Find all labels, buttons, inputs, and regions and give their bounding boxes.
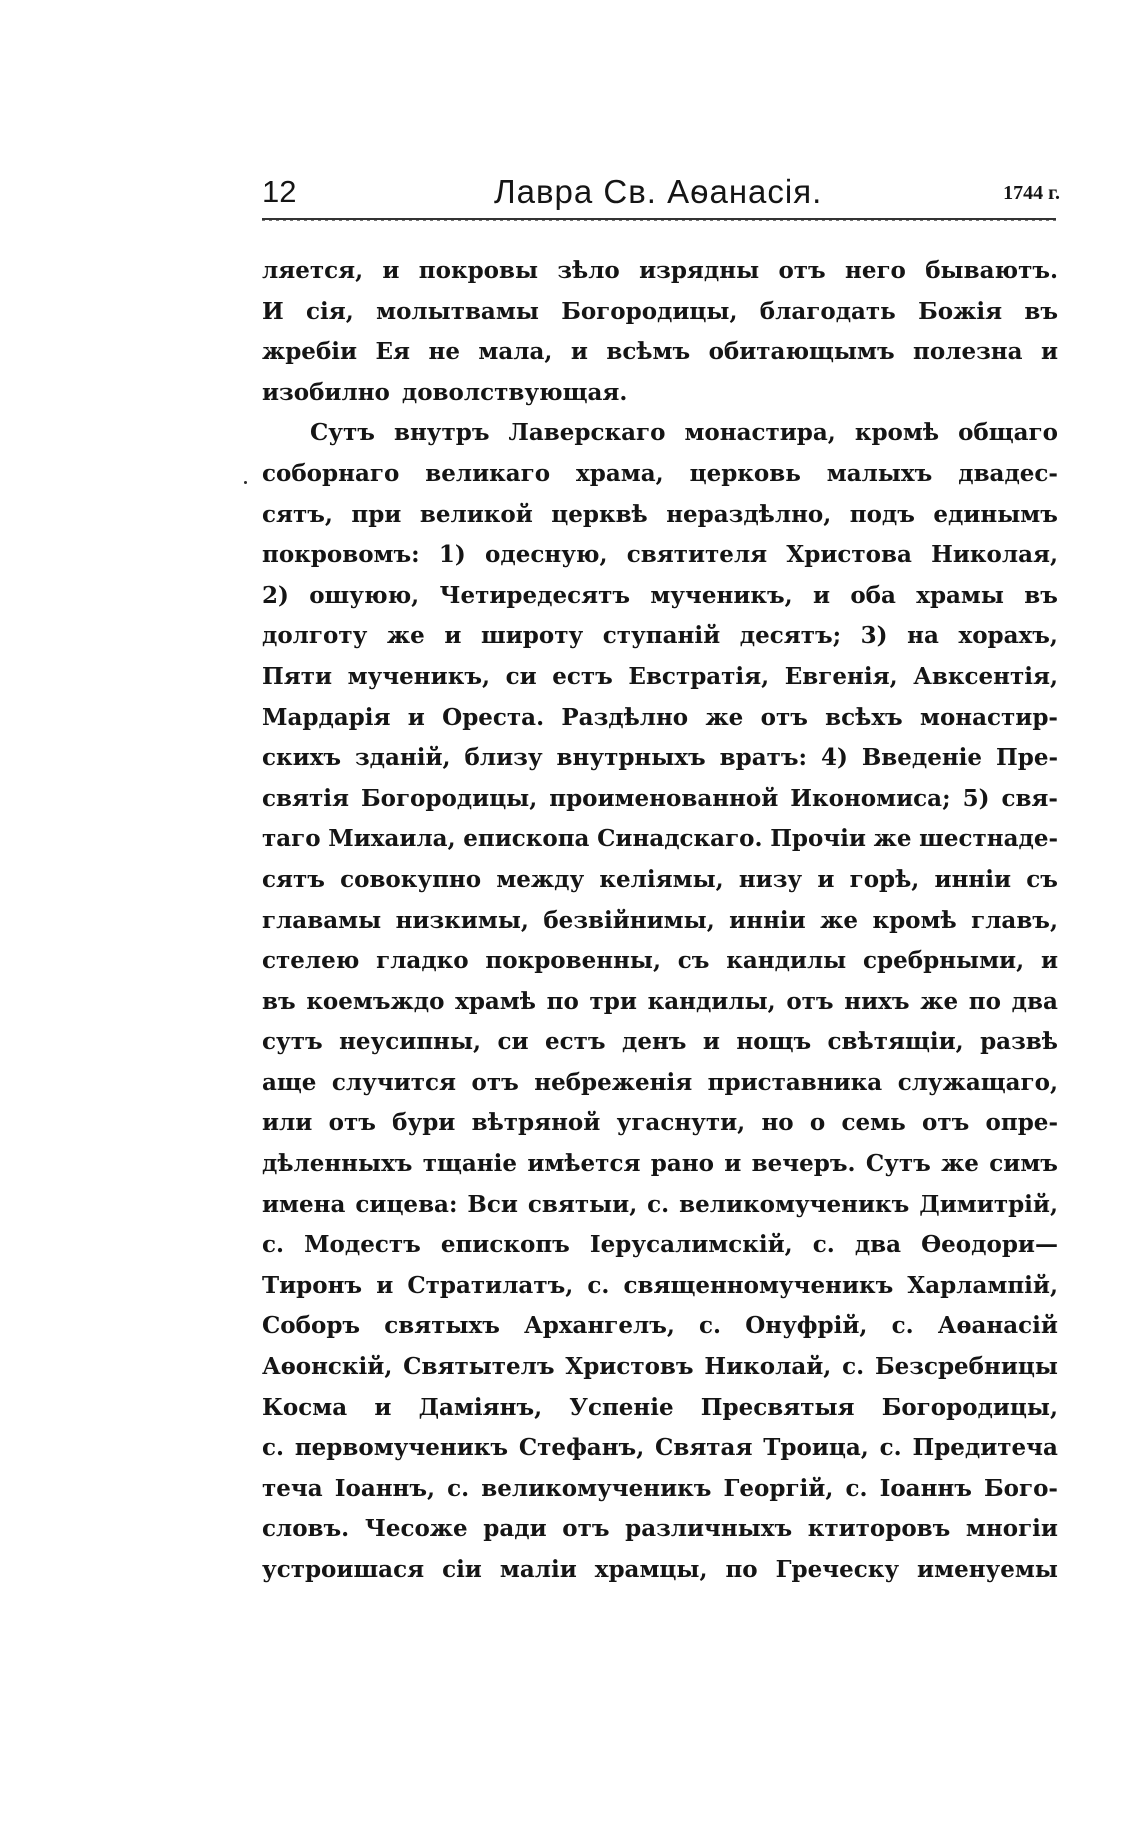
- word: 3): [860, 622, 888, 650]
- word: теча: [262, 1474, 323, 1502]
- word: Сутъ: [865, 1150, 931, 1178]
- word: по: [546, 987, 579, 1015]
- text-line: [262, 1469, 1058, 1510]
- word: Греческу: [775, 1556, 900, 1583]
- word: и: [1040, 947, 1058, 975]
- word: о: [809, 1109, 826, 1137]
- word: угаснути,: [616, 1109, 746, 1137]
- word: зѣло: [557, 257, 620, 284]
- word: въ: [262, 987, 296, 1015]
- word: отъ: [922, 1109, 970, 1137]
- running-year: 1744 г.: [1003, 182, 1060, 204]
- word: святыхъ: [384, 1312, 500, 1340]
- word: два: [854, 1231, 902, 1259]
- word: сіи: [442, 1556, 482, 1583]
- word: же: [873, 825, 912, 853]
- text-line: [262, 901, 1058, 942]
- word: И: [262, 297, 284, 325]
- word: естъ: [545, 1028, 606, 1056]
- word: си: [505, 662, 537, 690]
- word: же: [820, 906, 859, 934]
- word: Даміянъ,: [418, 1393, 543, 1421]
- word: съ: [1026, 865, 1058, 893]
- word: сицева:: [355, 1190, 458, 1218]
- word: же: [386, 622, 425, 650]
- word: ктиторовъ: [807, 1515, 951, 1543]
- word: близу: [464, 744, 543, 772]
- word: монастира,: [684, 419, 836, 447]
- text-line: [262, 1063, 1058, 1104]
- word: мученикъ,: [347, 662, 490, 690]
- word: Ѳеодори—: [921, 1231, 1058, 1259]
- word: с.: [812, 1231, 835, 1259]
- word: Онуфрій,: [745, 1312, 868, 1340]
- word: Ея: [375, 338, 411, 366]
- word: кандилы: [726, 947, 847, 975]
- header-rule-dots: [262, 220, 1056, 221]
- word: нихъ: [844, 987, 910, 1015]
- word: изрядны: [639, 257, 760, 284]
- word: случится: [331, 1068, 457, 1096]
- word: гладко: [376, 947, 469, 975]
- word: низу: [738, 865, 803, 893]
- word: ради: [483, 1515, 547, 1543]
- word: денъ: [622, 1028, 687, 1056]
- word: епископа: [463, 825, 590, 853]
- word: Бого-: [983, 1474, 1058, 1502]
- word: при: [351, 500, 402, 528]
- word: с.: [447, 1474, 470, 1502]
- word: Богородицы,: [561, 297, 738, 325]
- text-line: [262, 495, 1058, 536]
- text-line: [262, 616, 1058, 657]
- word: семь: [841, 1109, 906, 1137]
- text-line: [262, 1103, 1058, 1144]
- text-line: [262, 292, 1058, 333]
- word: естъ: [552, 662, 613, 690]
- word: святыи,: [527, 1190, 638, 1218]
- word: хорахъ,: [958, 622, 1058, 650]
- text-line: [262, 1428, 1058, 1469]
- word: Соборъ: [262, 1312, 361, 1340]
- word: Аѳонскій,: [262, 1353, 393, 1381]
- word: неусипны,: [339, 1028, 482, 1056]
- word: великаго: [425, 459, 551, 487]
- word: устроишася: [262, 1556, 425, 1583]
- word: Христовъ: [565, 1353, 694, 1381]
- word: два: [1011, 987, 1058, 1015]
- word: и: [1040, 338, 1058, 366]
- word: между: [496, 865, 585, 893]
- text-line: [262, 1266, 1058, 1307]
- word: свя-: [1001, 784, 1058, 812]
- word: ступаній: [602, 622, 721, 650]
- text-line: [262, 1225, 1058, 1266]
- word: или: [262, 1109, 313, 1137]
- word: Богородицы,: [881, 1393, 1058, 1421]
- word: низкимы,: [395, 906, 529, 934]
- word: Авксентія,: [913, 662, 1058, 690]
- text-line: [262, 1306, 1058, 1347]
- word: словъ.: [262, 1515, 350, 1543]
- word: благодать: [759, 297, 896, 325]
- word: отъ: [786, 987, 834, 1015]
- running-title: Лавра Св. Аѳанасія.: [494, 173, 823, 210]
- word: Пресвятыя: [700, 1393, 855, 1421]
- word: не: [428, 338, 460, 366]
- word: внутръ: [393, 419, 490, 447]
- word: 5): [962, 784, 990, 812]
- word: имѣется: [527, 1150, 641, 1178]
- text-line: [262, 413, 1058, 454]
- word: священномученикъ: [623, 1271, 894, 1299]
- word: и: [817, 865, 835, 893]
- text-line: [262, 373, 1058, 414]
- word: Христова: [786, 541, 912, 569]
- word: и: [444, 622, 462, 650]
- word: Предитеча: [912, 1434, 1058, 1462]
- word: отъ: [471, 1068, 519, 1096]
- word: именуемы: [917, 1556, 1058, 1583]
- text-line: [262, 982, 1058, 1023]
- word: всѣмъ: [606, 338, 691, 366]
- text-line: [262, 1185, 1058, 1226]
- word: Святая: [655, 1434, 753, 1462]
- word: церквѣ: [551, 500, 648, 528]
- page-number: 12: [262, 174, 297, 209]
- word: коемъждо: [306, 987, 445, 1015]
- word: вечеръ.: [751, 1150, 856, 1178]
- word: Икономиса;: [790, 784, 951, 812]
- word: молытвамы: [376, 297, 539, 325]
- word: зданій,: [355, 744, 451, 772]
- word: с.: [699, 1312, 722, 1340]
- word: вратъ:: [719, 744, 807, 772]
- word: совокупно: [340, 865, 482, 893]
- word: безвійнимы,: [543, 906, 715, 934]
- word: нощъ: [736, 1028, 812, 1056]
- word: по: [725, 1556, 758, 1583]
- word: храмы: [916, 581, 1004, 609]
- word: единымъ: [933, 500, 1058, 528]
- word: Димитрій,: [919, 1190, 1058, 1218]
- word: внутрныхъ: [556, 744, 706, 772]
- print-speck: [244, 481, 247, 484]
- word: Безсребницы: [875, 1353, 1058, 1381]
- text-line: [262, 819, 1058, 860]
- word: Аѳанасій: [937, 1312, 1058, 1340]
- word: главамы: [262, 906, 382, 934]
- word: с.: [845, 1474, 868, 1502]
- word: Іоаннъ: [879, 1474, 972, 1502]
- word: опре-: [985, 1109, 1058, 1137]
- word: главъ,: [971, 906, 1058, 934]
- text-line: [262, 1550, 1058, 1591]
- word: покровомъ:: [262, 541, 420, 569]
- word: Мардарія: [262, 703, 391, 731]
- word: великомученикъ: [481, 1474, 712, 1502]
- text-line: [262, 1347, 1058, 1388]
- word: стелею: [262, 947, 360, 975]
- text-line: [262, 738, 1058, 779]
- word: ляется,: [262, 257, 364, 284]
- word: всѣхъ: [825, 703, 903, 731]
- word: долготу: [262, 622, 368, 650]
- word: полезна: [913, 338, 1023, 366]
- word: храмѣ: [455, 987, 536, 1015]
- word: небреженія: [534, 1068, 693, 1096]
- word: Введеніе: [861, 744, 983, 772]
- word: мученикъ,: [650, 581, 793, 609]
- word: маліи: [499, 1556, 577, 1583]
- word: соборнаго: [262, 459, 400, 487]
- word: тщаніе: [422, 1150, 518, 1178]
- text-line: [262, 1388, 1058, 1429]
- word: великой: [419, 500, 533, 528]
- body-text: [262, 251, 1058, 1591]
- word: Троица,: [763, 1434, 869, 1462]
- word: Лаверскаго: [508, 419, 666, 447]
- word: кандилы,: [647, 987, 776, 1015]
- word: храма,: [576, 459, 664, 487]
- word: великомученикъ: [679, 1190, 910, 1218]
- word: Божія: [918, 297, 1003, 325]
- word: и: [407, 703, 425, 731]
- word: Святытелъ: [403, 1353, 555, 1381]
- running-head: [262, 172, 1060, 216]
- word: 2): [262, 581, 289, 609]
- word: аще: [262, 1068, 317, 1096]
- word: Харлампій,: [907, 1271, 1058, 1299]
- word: бываютъ.: [925, 257, 1058, 284]
- word: мала,: [478, 338, 553, 366]
- word: шестнаде-: [919, 825, 1058, 853]
- word: одесную,: [485, 541, 608, 569]
- word: же: [941, 1150, 979, 1178]
- word: Прочіи: [770, 825, 866, 853]
- word: три: [589, 987, 637, 1015]
- word: Раздѣлно: [561, 703, 689, 731]
- word: отъ: [778, 257, 826, 284]
- word: и: [376, 1271, 394, 1299]
- word: Михаила,: [328, 825, 456, 853]
- word: с.: [891, 1312, 914, 1340]
- word: Николай,: [704, 1353, 832, 1381]
- word: Іоаннъ,: [334, 1474, 436, 1502]
- word: Четиредесятъ: [439, 581, 630, 609]
- word: Косма: [262, 1393, 348, 1421]
- word: Стефанъ,: [518, 1434, 645, 1462]
- word: и: [382, 257, 400, 284]
- text-line: [262, 1509, 1058, 1550]
- word: 4): [820, 744, 848, 772]
- word: имена: [262, 1190, 346, 1218]
- word: дѣленныхъ: [262, 1150, 413, 1178]
- word: оба: [850, 581, 896, 609]
- word: десятъ;: [739, 622, 842, 650]
- word: с.: [262, 1231, 285, 1259]
- word: 1): [438, 541, 466, 569]
- word: проименованной: [549, 784, 779, 812]
- text-line: [262, 332, 1058, 373]
- word: отъ: [760, 703, 808, 731]
- text-line: [262, 1144, 1058, 1185]
- word: с.: [879, 1434, 902, 1462]
- word: и: [812, 581, 831, 609]
- word: сія,: [306, 297, 354, 325]
- word: святителя: [626, 541, 768, 569]
- word: Евстратія,: [628, 662, 770, 690]
- word: Георгій,: [723, 1474, 834, 1502]
- word: покровенны,: [485, 947, 661, 975]
- word: него: [845, 257, 906, 284]
- text-line: [262, 535, 1058, 576]
- word: развѣ: [980, 1028, 1058, 1056]
- word: кромѣ: [854, 419, 940, 447]
- word: келіямы,: [599, 865, 724, 893]
- word: въ: [1024, 297, 1058, 325]
- word: церковь: [689, 459, 801, 487]
- word: сутъ: [262, 1028, 323, 1056]
- word: сятъ,: [262, 500, 333, 528]
- word: съ: [677, 947, 710, 975]
- word: рано: [650, 1150, 714, 1178]
- word: общаго: [958, 419, 1058, 447]
- word: Архангелъ,: [524, 1312, 675, 1340]
- word: и: [570, 338, 588, 366]
- word: ошуюю,: [309, 581, 420, 609]
- word: Синадскаго.: [597, 825, 763, 853]
- word: изобилно: [262, 378, 390, 406]
- word: на: [907, 622, 939, 650]
- word: но: [761, 1109, 794, 1137]
- word: различныхъ: [625, 1515, 793, 1543]
- word: доволствующая.: [401, 378, 628, 406]
- word: храмцы,: [594, 1556, 708, 1583]
- text-line: [262, 251, 1058, 292]
- word: двадес-: [958, 459, 1058, 487]
- word: симъ: [989, 1150, 1058, 1178]
- word: Вси: [467, 1190, 518, 1218]
- word: инніи: [934, 865, 1012, 893]
- word: же: [705, 703, 744, 731]
- word: Стратилатъ,: [407, 1271, 574, 1299]
- word: отъ: [562, 1515, 610, 1543]
- text-line: [262, 1022, 1058, 1063]
- word: кромѣ: [872, 906, 957, 934]
- text-line: [262, 454, 1058, 495]
- word: Николая,: [931, 541, 1058, 569]
- word: служащаго,: [897, 1068, 1058, 1096]
- word: по: [968, 987, 1001, 1015]
- word: скихъ: [262, 744, 342, 772]
- word: жребіи: [262, 338, 358, 366]
- word: сятъ: [262, 865, 325, 893]
- word: и: [724, 1150, 742, 1178]
- word: монастир-: [919, 703, 1058, 731]
- word: Іерусалимскій,: [589, 1231, 793, 1259]
- word: Богородицы,: [360, 784, 538, 812]
- word: первомученикъ: [294, 1434, 509, 1462]
- word: с.: [842, 1353, 865, 1381]
- word: Евгенія,: [784, 662, 898, 690]
- word: Ореста.: [442, 703, 545, 731]
- word: епископъ: [440, 1231, 570, 1259]
- word: отъ: [328, 1109, 376, 1137]
- word: святія: [262, 784, 349, 812]
- word: и: [702, 1028, 720, 1056]
- text-line: [262, 698, 1058, 739]
- text-line: [262, 860, 1058, 901]
- word: си: [497, 1028, 529, 1056]
- word: Сутъ: [310, 419, 375, 447]
- word: обитающымъ: [708, 338, 895, 366]
- word: с.: [587, 1271, 610, 1299]
- word: широту: [481, 622, 584, 650]
- word: Чесоже: [364, 1515, 468, 1543]
- word: и: [374, 1393, 392, 1421]
- word: инніи: [729, 906, 806, 934]
- word: таго: [262, 825, 321, 853]
- text-line: [262, 657, 1058, 698]
- word: Пяти: [262, 662, 333, 690]
- word: покровы: [418, 257, 539, 284]
- text-line: [262, 576, 1058, 617]
- word: Пре-: [996, 744, 1058, 772]
- text-line: [262, 941, 1058, 982]
- word: с.: [262, 1434, 285, 1462]
- word: свѣтящіи,: [827, 1028, 964, 1056]
- word: Модестъ: [304, 1231, 421, 1259]
- word: вѣтряной: [471, 1109, 601, 1137]
- text-line: [262, 779, 1058, 820]
- word: въ: [1024, 581, 1058, 609]
- word: же: [920, 987, 959, 1015]
- word: Тиронъ: [262, 1271, 363, 1299]
- word: Успеніе: [569, 1393, 674, 1421]
- word: многіи: [965, 1515, 1058, 1543]
- word: горѣ,: [849, 865, 920, 893]
- word: сребрными,: [863, 947, 1025, 975]
- word: нераздѣлно,: [666, 500, 832, 528]
- word: подъ: [849, 500, 915, 528]
- word: приставника: [707, 1068, 883, 1096]
- word: бури: [392, 1109, 456, 1137]
- word: с.: [647, 1190, 670, 1218]
- word: малыхъ: [826, 459, 933, 487]
